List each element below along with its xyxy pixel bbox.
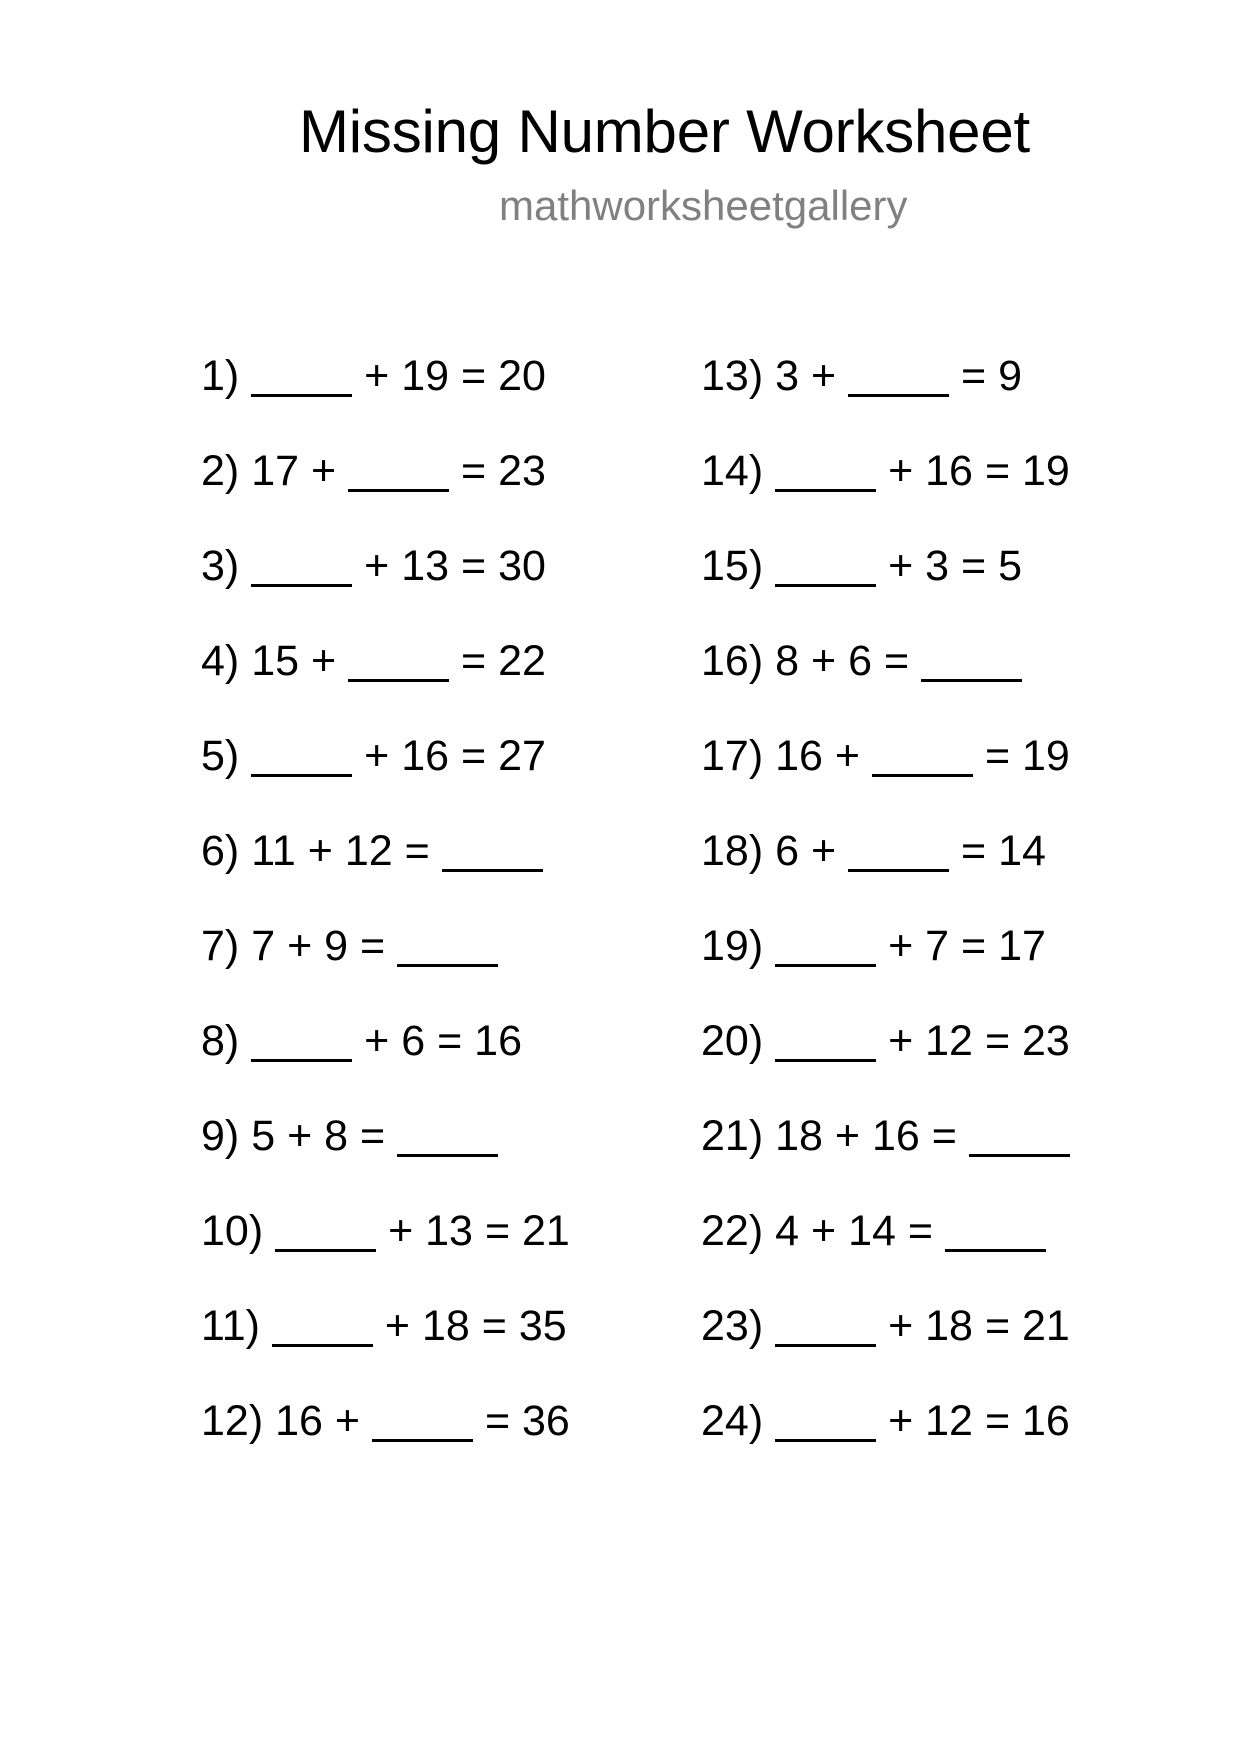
equals-sign: = [931, 1112, 957, 1160]
plus-operator: + [888, 922, 914, 970]
problem-number: 6) [201, 827, 240, 875]
problem-number: 2) [201, 447, 240, 495]
problem-item [201, 1391, 570, 1451]
problem-number: 18) [701, 827, 764, 875]
operand: 20 [498, 352, 546, 400]
operand: 18 [775, 1112, 823, 1160]
operand: 14 [998, 827, 1046, 875]
operand: 23 [1022, 1017, 1070, 1065]
operand: 16 [474, 1017, 523, 1065]
answer-blank[interactable] [275, 1249, 376, 1252]
equals-sign: = [404, 827, 430, 875]
problem-number: 13) [701, 352, 764, 400]
plus-operator: + [388, 1207, 414, 1255]
equals-sign: = [484, 1397, 511, 1445]
plus-operator: + [384, 1302, 410, 1350]
problem-item [701, 536, 1022, 596]
equals-sign: = [907, 1207, 933, 1255]
answer-blank[interactable] [251, 584, 352, 587]
answer-blank[interactable] [372, 1439, 473, 1442]
answer-blank[interactable] [348, 489, 449, 492]
operand: 27 [498, 732, 546, 780]
operand: 13 [401, 542, 450, 590]
operand: 7 [925, 922, 950, 970]
equals-sign: = [961, 542, 987, 590]
equals-sign: = [883, 637, 910, 685]
plus-operator: + [834, 732, 861, 780]
operand: 12 [925, 1397, 973, 1445]
plus-operator: + [334, 1397, 361, 1445]
answer-blank[interactable] [397, 1154, 498, 1157]
problem-item [701, 821, 1046, 881]
equals-sign: = [984, 1397, 1011, 1445]
operand: 16 [275, 1397, 323, 1445]
plus-operator: + [834, 1112, 861, 1160]
problem-item [201, 1106, 498, 1166]
operand: 8 [775, 637, 800, 685]
problem-item [201, 1296, 567, 1356]
operand: 6 [775, 827, 800, 875]
problem-number: 8) [201, 1017, 240, 1065]
answer-blank[interactable] [848, 394, 949, 397]
problem-number: 22) [701, 1207, 764, 1255]
problem-item [701, 441, 1070, 501]
operand: 30 [498, 542, 546, 590]
operand: 4 [775, 1207, 800, 1255]
plus-operator: + [364, 732, 390, 780]
equals-sign: = [484, 1207, 511, 1255]
operand: 17 [251, 447, 300, 495]
equals-sign: = [984, 1017, 1011, 1065]
problem-number: 5) [201, 732, 240, 780]
problem-item [701, 1011, 1070, 1071]
operand: 5 [251, 1112, 276, 1160]
equals-sign: = [461, 542, 487, 590]
equals-sign: = [961, 922, 987, 970]
answer-blank[interactable] [872, 774, 973, 777]
answer-blank[interactable] [251, 394, 352, 397]
problem-number: 3) [201, 542, 240, 590]
operand: 16 [871, 1112, 920, 1160]
problem-item [701, 1106, 1070, 1166]
problem-item [201, 916, 498, 976]
plus-operator: + [364, 352, 390, 400]
operand: 14 [848, 1207, 896, 1255]
operand: 18 [421, 1302, 470, 1350]
plus-operator: + [888, 447, 914, 495]
operand: 16 [925, 447, 973, 495]
problem-number: 19) [701, 922, 764, 970]
problem-number: 11) [201, 1302, 260, 1350]
operand: 36 [522, 1397, 570, 1445]
operand: 23 [498, 447, 546, 495]
answer-blank[interactable] [775, 1439, 876, 1442]
operand: 19 [1022, 732, 1070, 780]
plus-operator: + [810, 352, 837, 400]
plus-operator: + [888, 1302, 914, 1350]
problem-item [701, 1391, 1070, 1451]
problem-item [201, 726, 546, 786]
plus-operator: + [810, 1207, 837, 1255]
operand: 22 [498, 637, 546, 685]
problem-item [701, 1201, 1046, 1261]
operand: 9 [998, 352, 1023, 400]
equals-sign: = [461, 447, 487, 495]
plus-operator: + [287, 922, 313, 970]
problem-item [701, 726, 1070, 786]
answer-blank[interactable] [775, 584, 876, 587]
problem-number: 23) [701, 1302, 764, 1350]
answer-blank[interactable] [848, 869, 949, 872]
equals-sign: = [360, 922, 386, 970]
answer-blank[interactable] [775, 964, 876, 967]
equals-sign: = [961, 352, 987, 400]
operand: 8 [324, 1112, 349, 1160]
answer-blank[interactable] [775, 1059, 876, 1062]
operand: 6 [848, 637, 872, 685]
problem-item [201, 821, 543, 881]
equals-sign: = [461, 637, 487, 685]
answer-blank[interactable] [921, 679, 1022, 682]
operand: 9 [324, 922, 349, 970]
equals-sign: = [961, 827, 987, 875]
plus-operator: + [888, 1017, 914, 1065]
plus-operator: + [888, 1397, 914, 1445]
answer-blank[interactable] [251, 774, 352, 777]
answer-blank[interactable] [775, 1344, 876, 1347]
plus-operator: + [810, 827, 837, 875]
answer-blank[interactable] [945, 1249, 1046, 1252]
operand: 3 [775, 352, 800, 400]
problem-item [701, 1296, 1070, 1356]
problem-number: 4) [201, 637, 240, 685]
operand: 15 [251, 637, 300, 685]
operand: 11 [251, 827, 296, 875]
problem-item [701, 631, 1022, 691]
plus-operator: + [364, 542, 390, 590]
operand: 5 [998, 542, 1023, 590]
operand: 16 [1022, 1397, 1070, 1445]
problem-number: 10) [201, 1207, 264, 1255]
problem-number: 12) [201, 1397, 264, 1445]
operand: 12 [925, 1017, 973, 1065]
answer-blank[interactable] [272, 1344, 373, 1347]
plus-operator: + [364, 1017, 390, 1065]
answer-blank[interactable] [442, 869, 543, 872]
plus-operator: + [810, 637, 837, 685]
problem-item [701, 916, 1046, 976]
equals-sign: = [984, 447, 1011, 495]
problem-item [201, 1011, 522, 1071]
equals-sign: = [984, 1302, 1011, 1350]
plus-operator: + [888, 542, 914, 590]
operand: 18 [925, 1302, 973, 1350]
plus-operator: + [287, 1112, 313, 1160]
equals-sign: = [481, 1302, 507, 1350]
operand: 6 [401, 1017, 426, 1065]
problem-item [201, 536, 546, 596]
problem-number: 1) [201, 352, 240, 400]
problem-number: 21) [701, 1112, 764, 1160]
answer-blank[interactable] [969, 1154, 1070, 1157]
plus-operator: + [307, 827, 333, 875]
answer-blank[interactable] [348, 679, 449, 682]
operand: 16 [401, 732, 450, 780]
operand: 19 [401, 352, 450, 400]
problem-number: 24) [701, 1397, 764, 1445]
worksheet-title: Missing Number Worksheet [299, 98, 1030, 165]
plus-operator: + [310, 447, 337, 495]
operand: 35 [518, 1302, 567, 1350]
operand: 16 [775, 732, 823, 780]
equals-sign: = [461, 352, 487, 400]
equals-sign: = [461, 732, 487, 780]
problem-item [201, 1201, 570, 1261]
problem-item [201, 346, 546, 406]
operand: 17 [998, 922, 1046, 970]
equals-sign: = [984, 732, 1011, 780]
answer-blank[interactable] [775, 489, 876, 492]
plus-operator: + [310, 637, 337, 685]
problem-number: 15) [701, 542, 764, 590]
equals-sign: = [360, 1112, 386, 1160]
problem-number: 14) [701, 447, 764, 495]
equals-sign: = [437, 1017, 463, 1065]
answer-blank[interactable] [397, 964, 498, 967]
problem-number: 16) [701, 637, 764, 685]
operand: 13 [425, 1207, 473, 1255]
operand: 21 [522, 1207, 570, 1255]
problem-number: 17) [701, 732, 764, 780]
operand: 3 [925, 542, 950, 590]
operand: 7 [251, 922, 276, 970]
problem-number: 9) [201, 1112, 240, 1160]
problem-number: 20) [701, 1017, 764, 1065]
operand: 21 [1022, 1302, 1070, 1350]
problem-item [701, 346, 1022, 406]
operand: 19 [1022, 447, 1070, 495]
answer-blank[interactable] [251, 1059, 352, 1062]
problem-number: 7) [201, 922, 240, 970]
problem-item [201, 441, 546, 501]
operand: 12 [344, 827, 393, 875]
problem-item [201, 631, 546, 691]
worksheet-subtitle: mathworksheetgallery [499, 182, 908, 229]
